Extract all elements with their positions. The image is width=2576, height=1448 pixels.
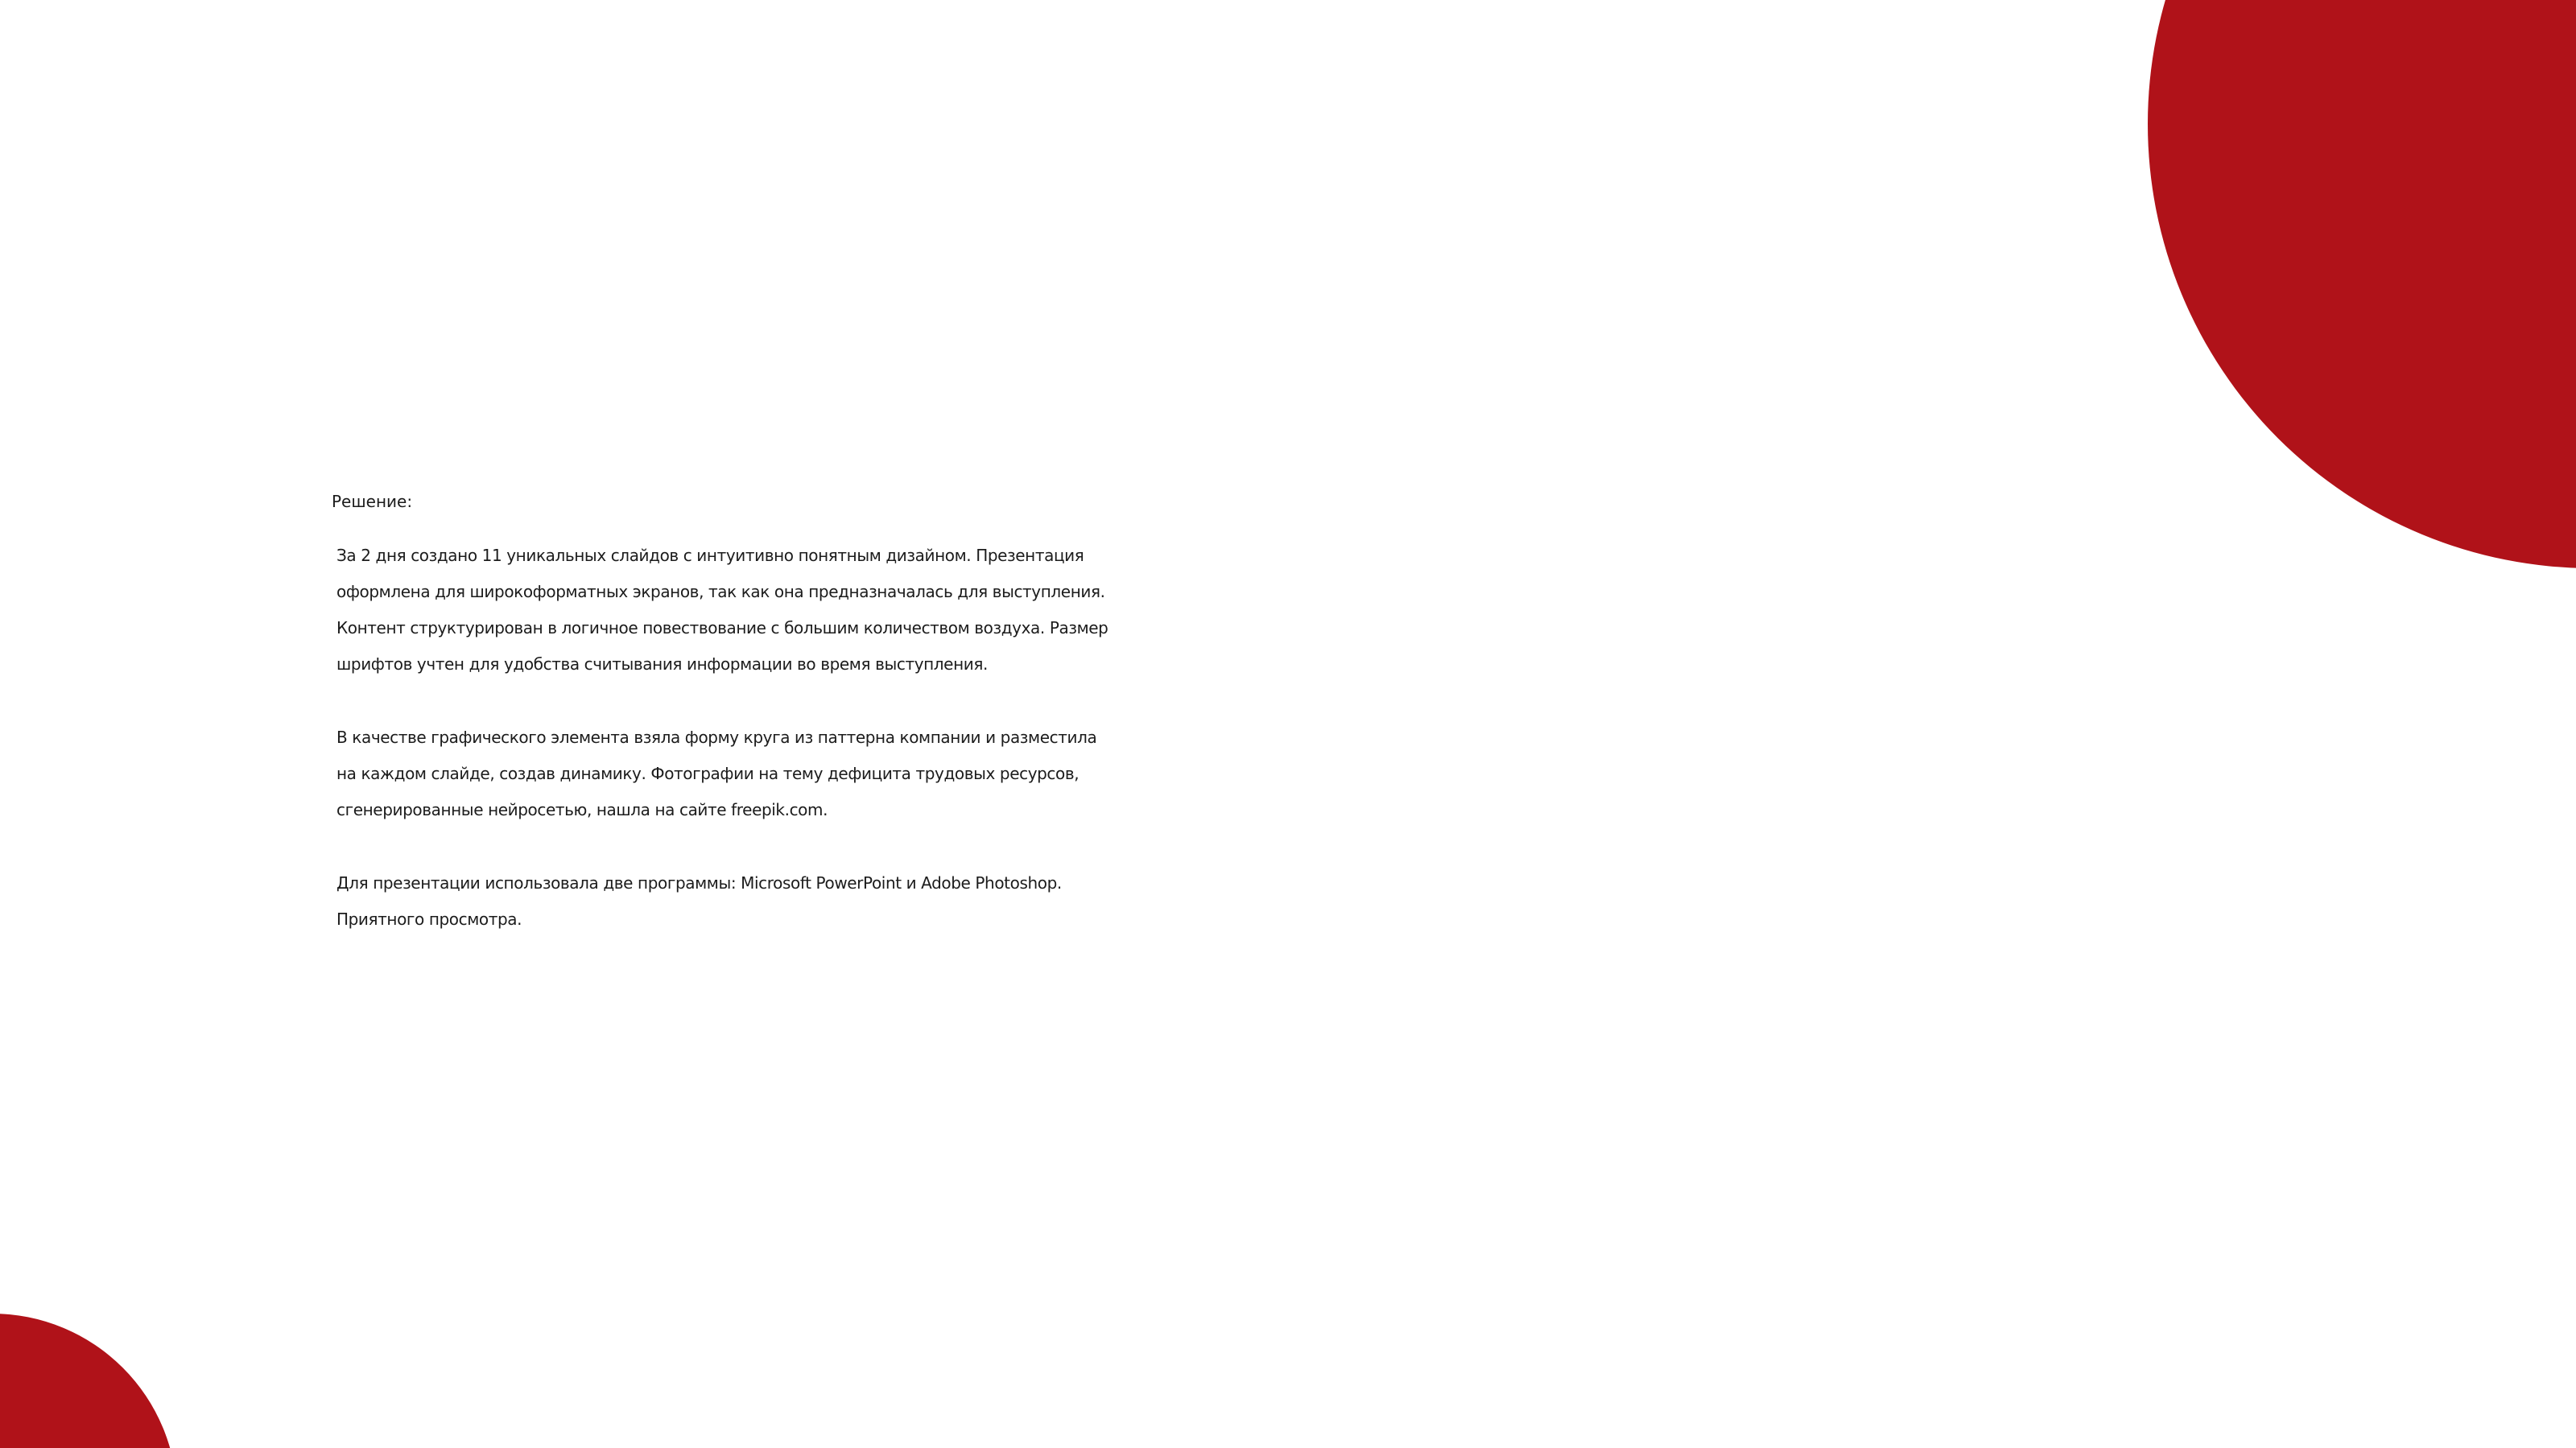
- text-line: За 2 дня создано 11 уникальных слайдов с интуитивно понятным дизайном. Презентация: [336, 546, 1084, 565]
- text-line: В качестве графического элемента взяла форму круга из паттерна компании и разместила: [336, 728, 1097, 747]
- text-line: Контент структурирован в логичное повествование с большим количеством воздуха. Размер: [336, 618, 1108, 637]
- text-line: на каждом слайде, создав динамику. Фотографии на тему дефицита трудовых ресурсов,: [336, 764, 1080, 783]
- section-heading: Решение:: [332, 492, 413, 511]
- text-line: шрифтов учтен для удобства считывания информации во время выступления.: [336, 654, 988, 674]
- text-line: оформлена для широкоформатных экранов, так как она предназначалась для выступления.: [336, 582, 1105, 601]
- text-line: сгенерированные нейросетью, нашла на сайте freepik.com.: [336, 800, 828, 819]
- paragraph-tools: [336, 865, 2268, 938]
- paragraph-graphics: [336, 720, 2268, 828]
- text-line: Для презентации использовала две программы: Microsoft PowerPoint и Adobe Photoshop.: [336, 873, 1062, 893]
- slide-content: [332, 480, 2268, 975]
- decorative-circle-bottom-left: [0, 1314, 177, 1448]
- paragraph-summary: [336, 538, 2268, 683]
- text-line: Приятного просмотра.: [336, 910, 522, 929]
